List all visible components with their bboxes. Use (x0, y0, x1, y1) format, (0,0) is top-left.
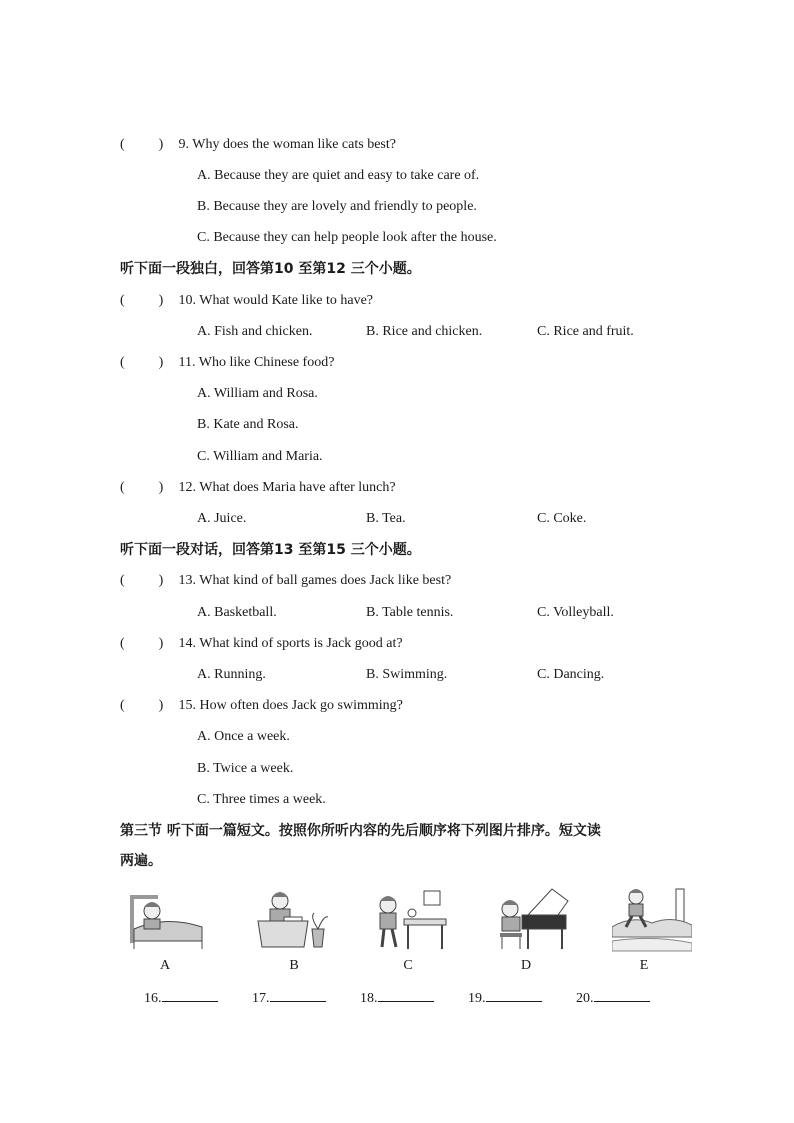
question-12: ( ) 12. What does Maria have after lunch? (120, 480, 396, 495)
question-text: What would Kate like to have? (199, 293, 374, 308)
boy-in-bed-icon (126, 885, 206, 955)
q14-option-a: A. Running. (197, 667, 266, 682)
boy-running-outdoors-icon (612, 885, 692, 955)
question-number: 9. (178, 137, 189, 152)
picture-label-e: E (639, 958, 649, 973)
q12-option-b: B. Tea. (366, 511, 406, 526)
q14-option-c: C. Dancing. (537, 667, 605, 682)
picture-label-b: B (289, 958, 299, 973)
boy-playing-piano-icon (492, 885, 572, 955)
q15-option-c: C. Three times a week. (197, 792, 326, 807)
question-14: ( ) 14. What kind of sports is Jack good at? (120, 636, 403, 651)
answer-blank-19[interactable]: 19. (468, 987, 542, 1007)
q13-option-b: B. Table tennis. (366, 605, 454, 620)
q12-option-a: A. Juice. (197, 511, 247, 526)
section-heading-13-15: 听下面一段对话，回答第13 至第15 三个小题。 (120, 542, 421, 558)
q15-option-b: B. Twice a week. (197, 761, 294, 776)
question-text: Who like Chinese food? (198, 355, 335, 370)
boy-by-table-icon (370, 885, 450, 955)
question-text: What kind of sports is Jack good at? (199, 636, 403, 651)
question-number: 10. (178, 293, 196, 308)
q11-option-a: A. William and Rosa. (197, 386, 318, 401)
question-number: 13. (178, 573, 196, 588)
q10-option-a: A. Fish and chicken. (197, 324, 313, 339)
picture-label-d: D (520, 958, 532, 973)
question-13: ( ) 13. What kind of ball games does Jack like best? (120, 573, 452, 588)
section3-instruction-line1: 第三节 听下面一篇短文。按照你所听内容的先后顺序将下列图片排序。短文读 (120, 823, 601, 839)
question-text: What does Maria have after lunch? (199, 480, 396, 495)
question-9: ( ) 9. Why does the woman like cats best? (120, 137, 396, 152)
question-11: ( ) 11. Who like Chinese food? (120, 355, 335, 370)
q9-option-c: C. Because they can help people look after the house. (197, 230, 497, 245)
question-text: How often does Jack go swimming? (199, 698, 403, 713)
q12-option-c: C. Coke. (537, 511, 587, 526)
q10-option-b: B. Rice and chicken. (366, 324, 483, 339)
q11-option-c: C. William and Maria. (197, 449, 323, 464)
question-15: ( ) 15. How often does Jack go swimming? (120, 698, 403, 713)
question-text: Why does the woman like cats best? (192, 137, 396, 152)
q9-option-a: A. Because they are quiet and easy to take care of. (197, 168, 480, 183)
section-heading-10-12: 听下面一段独白，回答第10 至第12 三个小题。 (120, 261, 421, 277)
question-number: 15. (178, 698, 196, 713)
q15-option-a: A. Once a week. (197, 729, 290, 744)
answer-blank-17[interactable]: 17. (252, 987, 326, 1007)
question-text: What kind of ball games does Jack like best? (199, 573, 452, 588)
picture-label-c: C (403, 958, 413, 973)
picture-label-a: A (159, 958, 171, 973)
question-number: 11. (178, 355, 196, 370)
answer-blank-20[interactable]: 20. (576, 987, 650, 1007)
answer-blank-18[interactable]: 18. (360, 987, 434, 1007)
q13-option-c: C. Volleyball. (537, 605, 614, 620)
question-10: ( ) 10. What would Kate like to have? (120, 293, 374, 308)
question-number: 14. (178, 636, 196, 651)
q10-option-c: C. Rice and fruit. (537, 324, 634, 339)
section3-instruction-line2: 两遍。 (120, 853, 162, 869)
q11-option-b: B. Kate and Rosa. (197, 417, 299, 432)
question-number: 12. (178, 480, 196, 495)
q14-option-b: B. Swimming. (366, 667, 448, 682)
boy-at-desk-icon (254, 885, 334, 955)
q9-option-b: B. Because they are lovely and friendly to people. (197, 199, 477, 214)
answer-blank-16[interactable]: 16. (144, 987, 218, 1007)
q13-option-a: A. Basketball. (197, 605, 277, 620)
